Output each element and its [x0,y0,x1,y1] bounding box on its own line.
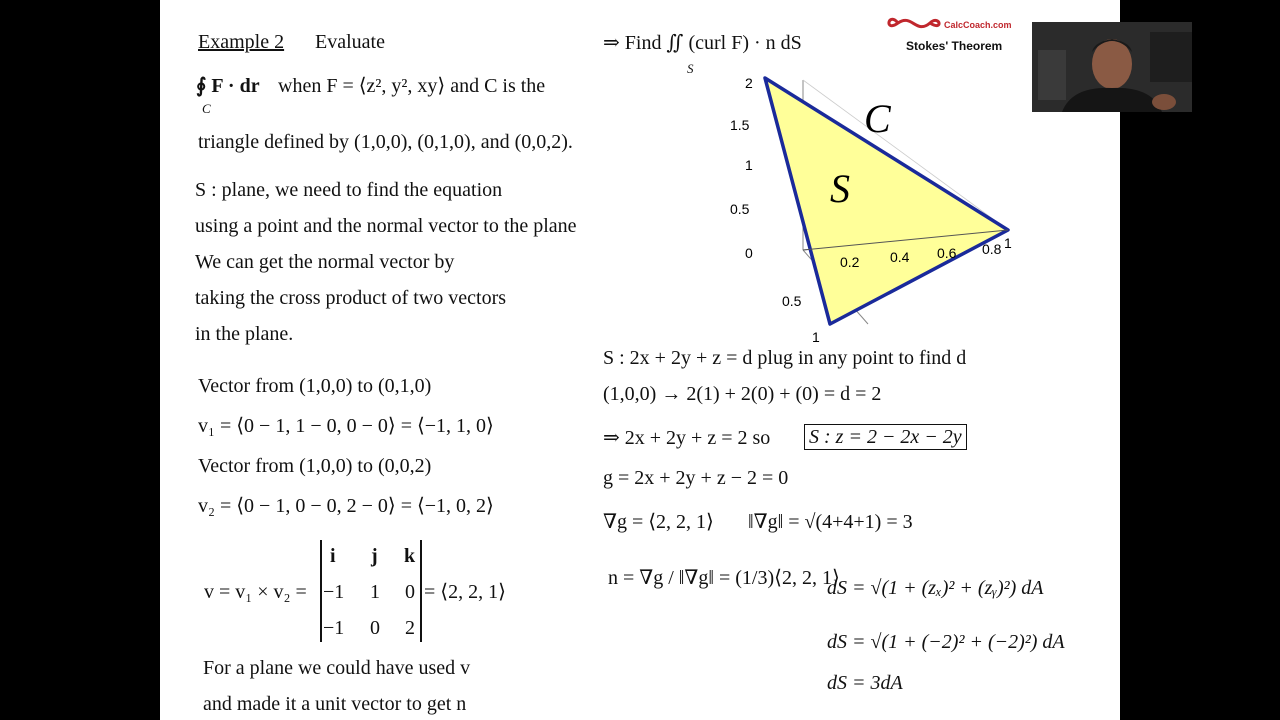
logo-name: CalcCoach.com [944,20,1012,30]
z-tick: 0 [745,245,753,261]
infinity-logo-icon [882,8,946,38]
calccoach-logo [882,8,1012,56]
surface-integral-subscript: S [687,61,694,76]
x-tick: 0.5 [782,293,802,309]
s-line-3: We can get the normal vector by [195,251,455,273]
plane-equation: S : 2x + 2y + z = d plug in any point to find d [603,347,967,369]
matrix-cell: j [371,545,378,567]
y-tick: 0.4 [890,249,910,265]
g-equation: g = 2x + 2y + z − 2 = 0 [603,467,789,489]
s-line-5: in the plane. [195,323,294,345]
z-tick: 2 [745,75,753,91]
field-definition: when F = ⟨z², y², xy⟩ and C is the [278,75,546,97]
ds-formula-3: dS = 3dA [827,672,903,694]
topic-title: Stokes' Theorem [906,39,1003,53]
vector2-equation: v₂ = ⟨0 − 1, 0 − 0, 2 − 0⟩ = ⟨−1, 0, 2⟩ [198,495,494,517]
unit-normal: n = ∇g / ‖∇g‖ = (1/3)⟨2, 2, 1⟩ [608,567,840,589]
matrix-cell: k [404,545,416,567]
matrix-cell: −1 [323,617,345,639]
note-line-1: For a plane we could have used v [203,657,471,679]
vector1-label: Vector from (1,0,0) to (0,1,0) [198,375,432,397]
curve-label-c: C [864,96,891,141]
matrix-cell: 2 [405,617,415,639]
line-integral: ∮ F · dr [196,75,260,97]
x-tick: 1 [812,329,820,345]
vector2-label: Vector from (1,0,0) to (0,0,2) [198,455,432,477]
surface-label-s: S [830,166,850,211]
y-tick: 0.8 [982,241,1002,257]
integral-subscript: C [202,101,211,116]
z-tick: 1.5 [730,117,750,133]
matrix-cell: 0 [405,581,415,603]
ds-formula-1: dS = √(1 + (zₓ)² + (zᵧ)²) dA [827,577,1044,599]
matrix-cell: i [330,545,336,567]
cross-product-result: = ⟨2, 2, 1⟩ [424,581,506,603]
matrix-cell: 0 [370,617,380,639]
y-tick: 0.2 [840,254,860,270]
y-tick: 0.6 [937,245,957,261]
s-line-1: S : plane, we need to find the equation [195,179,503,201]
matrix-cell: −1 [323,581,345,603]
triangle-surface-plot [720,62,1040,362]
lecture-slide [160,0,1120,720]
gradient-equation: ∇g = ⟨2, 2, 1⟩ [603,511,714,533]
boxed-surface-equation: S : z = 2 − 2x − 2y [804,424,967,450]
plug-point: (1,0,0) → 2(1) + 2(0) + (0) = d = 2 [603,383,882,405]
ds-formula-2: dS = √(1 + (−2)² + (−2)²) dA [827,631,1065,653]
gradient-norm: ‖∇g‖ = √(4+4+1) = 3 [748,511,913,533]
evaluate-label: Evaluate [315,31,385,53]
triangle-definition: triangle defined by (1,0,0), (0,1,0), and (0,0,2). [198,131,573,153]
y-tick: 1 [1004,235,1012,251]
plane-result: ⇒ 2x + 2y + z = 2 so [603,427,771,449]
surface-integral: ⇒ Find ∬ (curl F) · n dS [603,32,802,54]
s-line-4: taking the cross product of two vectors [195,287,507,309]
matrix-cell: 1 [370,581,380,603]
z-tick: 1 [745,157,753,173]
cross-product-lhs: v = v₁ × v₂ = [204,581,307,603]
presenter-video [1032,22,1192,112]
determinant-left-bar [320,540,322,642]
presenter-webcam [1032,22,1192,112]
z-tick: 0.5 [730,201,750,217]
example-label: Example 2 [198,31,285,53]
note-line-2: and made it a unit vector to get n [203,693,467,715]
vector1-equation: v₁ = ⟨0 − 1, 1 − 0, 0 − 0⟩ = ⟨−1, 1, 0⟩ [198,415,494,437]
determinant-right-bar [420,540,422,642]
s-line-2: using a point and the normal vector to the plane [195,215,577,237]
